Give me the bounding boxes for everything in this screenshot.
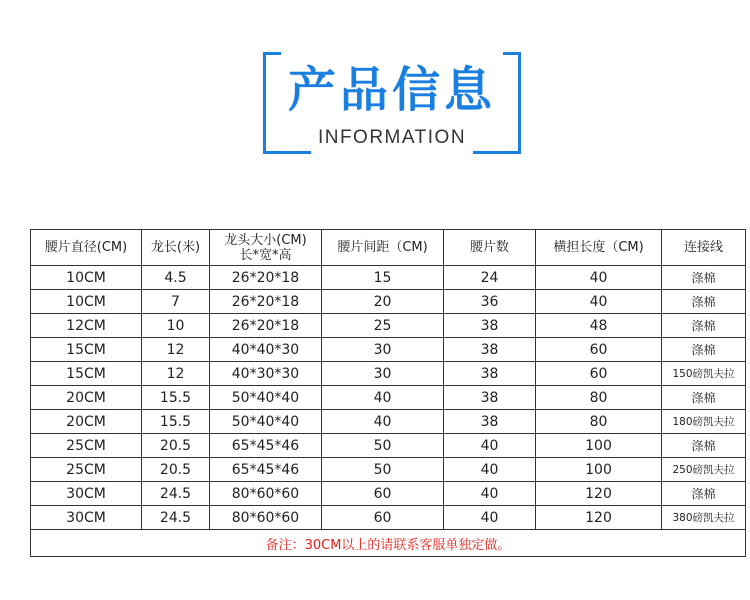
frame-bottom-left-bar	[263, 151, 311, 154]
cell-head-size: 80*60*60	[210, 506, 322, 530]
cell-dragon-length: 7	[142, 290, 210, 314]
cell-head-size: 65*45*46	[210, 458, 322, 482]
cell-crossbar-length: 100	[536, 434, 662, 458]
column-header-waist-spacing: 腰片间距（CM)	[322, 230, 444, 266]
header-frame	[263, 52, 521, 154]
cell-dragon-length: 12	[142, 338, 210, 362]
cell-crossbar-length: 80	[536, 386, 662, 410]
column-header-waist-count: 腰片数	[444, 230, 536, 266]
column-header-head-size	[210, 230, 322, 266]
cell-waist-diameter: 25CM	[31, 458, 142, 482]
cell-waist-count: 40	[444, 458, 536, 482]
cell-waist-count: 40	[444, 434, 536, 458]
cell-dragon-length: 15.5	[142, 386, 210, 410]
table-row	[31, 362, 746, 386]
cell-crossbar-length: 48	[536, 314, 662, 338]
cell-crossbar-length: 80	[536, 410, 662, 434]
cell-head-size: 26*20*18	[210, 290, 322, 314]
cell-crossbar-length: 40	[536, 290, 662, 314]
cell-crossbar-length: 40	[536, 266, 662, 290]
cell-waist-diameter: 15CM	[31, 362, 142, 386]
column-header-crossbar-length: 横担长度（CM)	[536, 230, 662, 266]
cell-dragon-length: 24.5	[142, 482, 210, 506]
column-header-waist-diameter: 腰片直径(CM)	[31, 230, 142, 266]
table-row	[31, 434, 746, 458]
cell-waist-diameter: 10CM	[31, 290, 142, 314]
cell-connecting-line: 涤棉	[662, 482, 746, 506]
cell-crossbar-length: 120	[536, 482, 662, 506]
cell-head-size: 80*60*60	[210, 482, 322, 506]
cell-waist-count: 38	[444, 410, 536, 434]
table-row	[31, 290, 746, 314]
cell-waist-spacing: 15	[322, 266, 444, 290]
column-header-connecting-line: 连接线	[662, 230, 746, 266]
cell-waist-spacing: 20	[322, 290, 444, 314]
cell-waist-spacing: 50	[322, 458, 444, 482]
cell-waist-diameter: 20CM	[31, 410, 142, 434]
table-body	[31, 266, 746, 530]
cell-waist-count: 40	[444, 482, 536, 506]
frame-top-right-bar	[503, 52, 521, 55]
cell-waist-diameter: 12CM	[31, 314, 142, 338]
frame-bottom-right-bar	[473, 151, 521, 154]
cell-dragon-length: 24.5	[142, 506, 210, 530]
table-row	[31, 314, 746, 338]
cell-waist-spacing: 40	[322, 410, 444, 434]
cell-waist-count: 38	[444, 362, 536, 386]
cell-waist-count: 24	[444, 266, 536, 290]
cell-connecting-line: 涤棉	[662, 314, 746, 338]
cell-dragon-length: 4.5	[142, 266, 210, 290]
cell-head-size: 65*45*46	[210, 434, 322, 458]
cell-waist-spacing: 30	[322, 362, 444, 386]
cell-connecting-line: 涤棉	[662, 266, 746, 290]
cell-dragon-length: 20.5	[142, 458, 210, 482]
cell-waist-spacing: 60	[322, 506, 444, 530]
cell-waist-diameter: 10CM	[31, 266, 142, 290]
table-row	[31, 266, 746, 290]
table-row	[31, 458, 746, 482]
cell-waist-diameter: 25CM	[31, 434, 142, 458]
cell-head-size: 40*30*30	[210, 362, 322, 386]
cell-waist-diameter: 30CM	[31, 482, 142, 506]
cell-waist-count: 38	[444, 338, 536, 362]
cell-head-size: 26*20*18	[210, 314, 322, 338]
table-row	[31, 338, 746, 362]
cell-connecting-line: 涤棉	[662, 434, 746, 458]
cell-waist-spacing: 40	[322, 386, 444, 410]
cell-waist-spacing: 25	[322, 314, 444, 338]
cell-connecting-line: 380磅凯夫拉	[662, 506, 746, 530]
cell-head-size: 40*40*30	[210, 338, 322, 362]
cell-waist-count: 38	[444, 314, 536, 338]
cell-dragon-length: 10	[142, 314, 210, 338]
page-subtitle: INFORMATION	[317, 127, 467, 148]
cell-waist-diameter: 15CM	[31, 338, 142, 362]
table-row	[31, 386, 746, 410]
cell-waist-diameter: 20CM	[31, 386, 142, 410]
cell-waist-count: 40	[444, 506, 536, 530]
cell-waist-diameter: 30CM	[31, 506, 142, 530]
cell-dragon-length: 20.5	[142, 434, 210, 458]
column-header-dragon-length: 龙长(米)	[142, 230, 210, 266]
table-note: 备注：30CM以上的请联系客服单独定做。	[31, 530, 746, 557]
cell-waist-spacing: 30	[322, 338, 444, 362]
cell-head-size: 50*40*40	[210, 386, 322, 410]
cell-crossbar-length: 120	[536, 506, 662, 530]
cell-dragon-length: 12	[142, 362, 210, 386]
cell-crossbar-length: 60	[536, 338, 662, 362]
cell-head-size: 50*40*40	[210, 410, 322, 434]
cell-waist-spacing: 50	[322, 434, 444, 458]
cell-waist-count: 36	[444, 290, 536, 314]
table-row	[31, 506, 746, 530]
column-header-head-size-line1: 龙头大小(CM)	[224, 232, 307, 248]
cell-crossbar-length: 60	[536, 362, 662, 386]
cell-connecting-line: 涤棉	[662, 290, 746, 314]
cell-crossbar-length: 100	[536, 458, 662, 482]
column-header-head-size-line2: 长*宽*高	[239, 247, 292, 263]
page-title: 产品信息	[287, 62, 496, 118]
frame-top-left-bar	[263, 52, 281, 55]
cell-connecting-line: 250磅凯夫拉	[662, 458, 746, 482]
cell-connecting-line: 150磅凯夫拉	[662, 362, 746, 386]
cell-connecting-line: 涤棉	[662, 338, 746, 362]
cell-waist-spacing: 60	[322, 482, 444, 506]
cell-head-size: 26*20*18	[210, 266, 322, 290]
table-note-row	[31, 530, 746, 557]
cell-dragon-length: 15.5	[142, 410, 210, 434]
table-row	[31, 410, 746, 434]
cell-connecting-line: 涤棉	[662, 386, 746, 410]
table-row	[31, 482, 746, 506]
table-header-row	[31, 230, 746, 266]
cell-waist-count: 38	[444, 386, 536, 410]
cell-connecting-line: 180磅凯夫拉	[662, 410, 746, 434]
product-spec-table	[30, 229, 746, 557]
